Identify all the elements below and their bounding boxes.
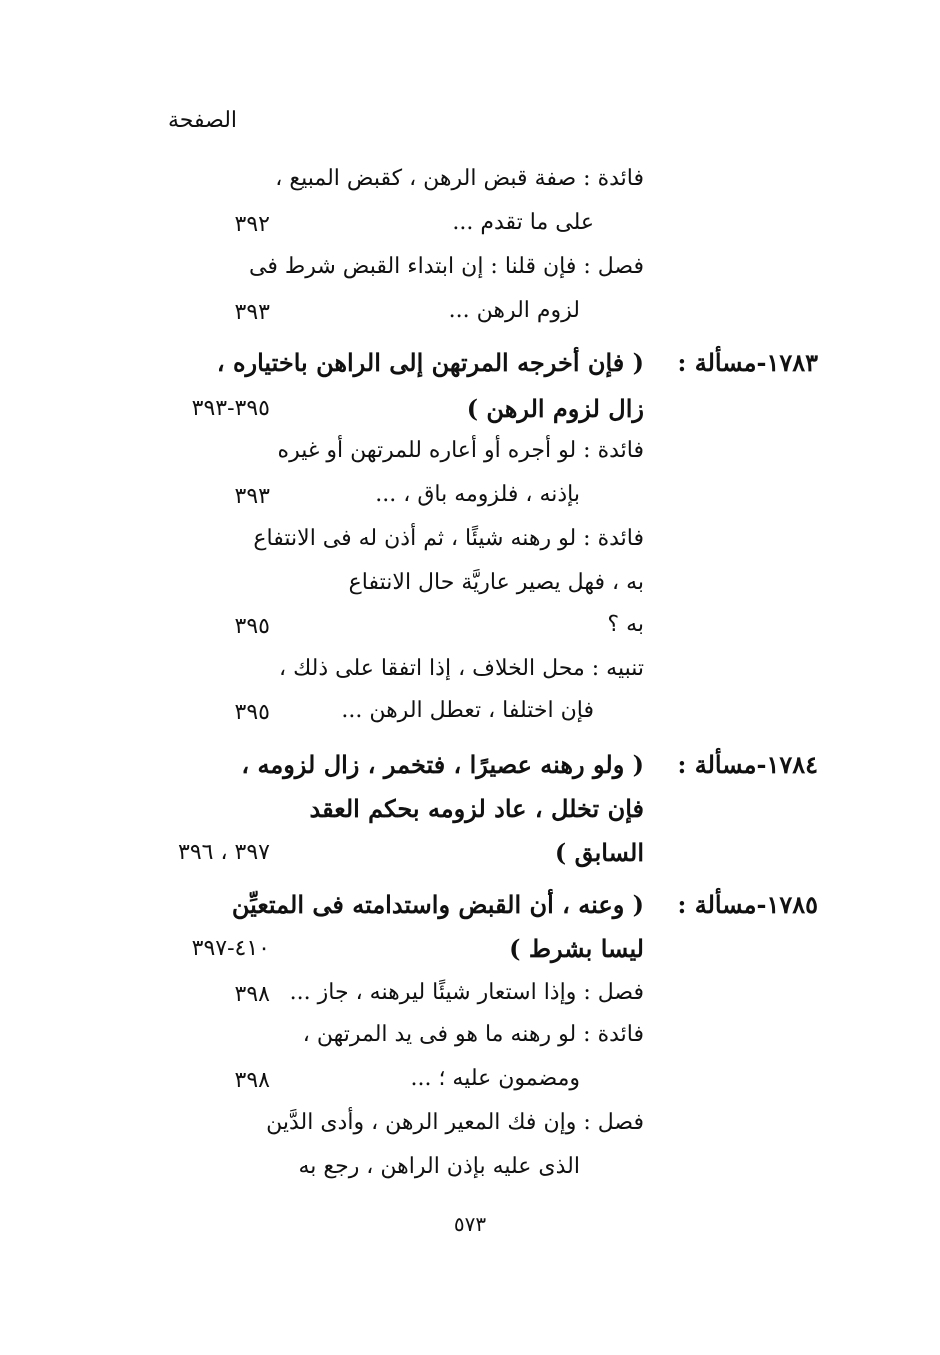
- index-line: [0, 518, 940, 562]
- issue-number-label: ١٧٨٣-مسألة :: [677, 348, 818, 377]
- entry-text: فائدة : لو أجره أو أعاره للمرتهن أو غيره: [277, 438, 644, 463]
- index-line: [0, 972, 940, 1016]
- page-column-header: الصفحة: [168, 108, 238, 133]
- entry-text: زال لزوم الرهن ): [466, 394, 644, 423]
- index-line: [0, 246, 940, 290]
- entry-text: فصل : فإن قلنا : إن ابتداء القبض شرط فى: [249, 254, 644, 279]
- index-line: [0, 1014, 940, 1058]
- entry-text: بإذنه ، فلزومه باق ، ...: [375, 482, 580, 507]
- entry-text: ومضمون عليه ؛ ...: [410, 1066, 580, 1091]
- index-line: [0, 202, 940, 246]
- index-line: [0, 340, 940, 384]
- entry-text: ( ولو رهنه عصيرًا ، فتخمر ، زال لزومه ،: [241, 750, 644, 779]
- entry-text: تنبيه : محل الخلاف ، إذا اتفقا على ذلك ،: [279, 656, 644, 681]
- index-line: [0, 158, 940, 202]
- page-reference: ٣٩٨: [234, 982, 270, 1007]
- page-reference: ٣٩٥-٣٩٣: [191, 396, 270, 421]
- page-reference: ٣٩٢: [234, 212, 270, 237]
- page-reference: ٤١٠-٣٩٧: [191, 936, 270, 961]
- index-line: [0, 1058, 940, 1102]
- page-reference: ٣٩٣: [234, 300, 270, 325]
- index-line: [0, 786, 940, 830]
- page-reference: ٣٩٨: [234, 1068, 270, 1093]
- index-line: [0, 648, 940, 692]
- entry-text: لزوم الرهن ...: [448, 298, 580, 323]
- entry-text: به ؟: [607, 612, 644, 637]
- index-line: [0, 830, 940, 874]
- entry-text: فإن اختلفا ، تعطل الرهن ...: [341, 698, 594, 723]
- index-line: [0, 690, 940, 734]
- issue-number-label: ١٧٨٤-مسألة :: [677, 750, 818, 779]
- index-line: [0, 430, 940, 474]
- page-reference: ٣٩٥: [234, 614, 270, 639]
- index-line: [0, 562, 940, 606]
- index-line: [0, 1102, 940, 1146]
- entry-text: فصل : وإن فك المعير الرهن ، وأدى الدَّين: [266, 1110, 644, 1135]
- entry-text: الذى عليه بإذن الراهن ، رجع به: [298, 1154, 580, 1179]
- index-line: [0, 882, 940, 926]
- index-line: [0, 604, 940, 648]
- page-reference: ٣٩٥: [234, 700, 270, 725]
- index-line: [0, 474, 940, 518]
- page-number: ٥٧٣: [453, 1212, 487, 1236]
- entry-text: ( وعنه ، أن القبض واستدامته فى المتعيِّن: [231, 890, 644, 919]
- page-reference: ٣٩٣: [234, 484, 270, 509]
- entry-text: السابق ): [554, 838, 644, 867]
- entry-text: فائدة : لو رهنه ما هو فى يد المرتهن ،: [302, 1022, 644, 1047]
- index-line: [0, 1146, 940, 1190]
- issue-number-label: ١٧٨٥-مسألة :: [677, 890, 818, 919]
- entry-text: ليسا بشرط ): [509, 934, 644, 963]
- index-line: [0, 742, 940, 786]
- page-reference: ٣٩٧ ، ٣٩٦: [178, 840, 270, 865]
- entry-text: على ما تقدم ...: [452, 210, 594, 235]
- entry-text: فإن تخلل ، عاد لزومه بحكم العقد: [309, 794, 644, 823]
- entry-text: ( فإن أخرجه المرتهن إلى الراهن باختياره ،: [216, 348, 644, 377]
- index-line: [0, 290, 940, 334]
- index-line: [0, 386, 940, 430]
- entry-text: فصل : وإذا استعار شيئًا ليرهنه ، جاز ...: [289, 980, 644, 1005]
- index-line: [0, 926, 940, 970]
- entry-text: فائدة : صفة قبض الرهن ، كقبض المبيع ،: [275, 166, 644, 191]
- entry-text: به ، فهل يصير عاريَّة حال الانتفاع: [348, 570, 644, 595]
- entry-text: فائدة : لو رهنه شيئًا ، ثم أذن له فى الانتفاع: [253, 526, 644, 551]
